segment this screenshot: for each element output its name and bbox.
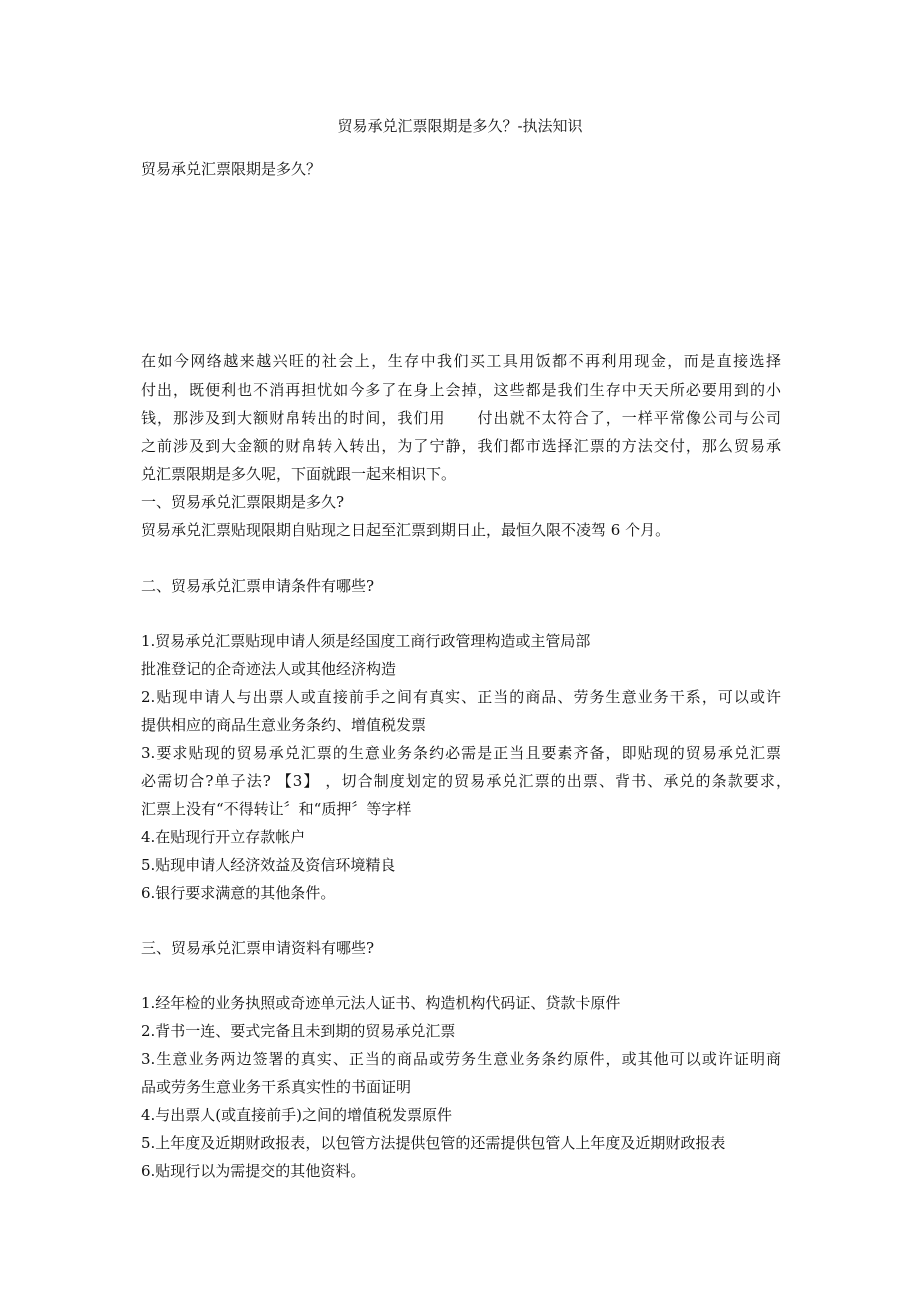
intro-line: 钱，那涉及到大额财帛转出的时间，我们用 付出就不太符合了，一样平常像公司与公司 [141,409,781,427]
list-item: 3.生意业务两边签署的真实、正当的商品或劳务生意业务条约原件，或其他可以或许证明商 [141,1050,781,1068]
section-heading: 三、贸易承兑汇票申请资料有哪些? [141,939,375,957]
section-heading: 一、贸易承兑汇票限期是多久? [141,493,345,511]
list-item: 6.银行要求满意的其他条件。 [141,884,336,902]
list-item: 5.上年度及近期财政报表，以包管方法提供包管的还需提供包管人上年度及近期财政报表 [141,1134,726,1152]
list-item: 4.在贴现行开立存款帐户 [141,828,306,846]
list-item: 批准登记的企奇迹法人或其他经济构造 [141,660,397,678]
list-item: 6.贴现行以为需提交的其他资料。 [141,1162,366,1180]
page-title: 贸易承兑汇票限期是多久？-执法知识 [337,117,583,135]
list-item: 5.贴现申请人经济效益及资信环境精良 [141,856,396,874]
list-item: 4.与出票人(或直接前手)之间的增值税发票原件 [141,1106,453,1124]
section-heading: 二、贸易承兑汇票申请条件有哪些? [141,577,375,595]
list-item: 2.背书一连、要式完备且未到期的贸易承兑汇票 [141,1022,456,1040]
list-item: 3.要求贴现的贸易承兑汇票的生意业务条约必需是正当且要素齐备，即贴现的贸易承兑汇票 [141,744,781,762]
intro-line: 在如今网络越来越兴旺的社会上，生存中我们买工具用饭都不再利用现金，而是直接选择 [141,352,781,370]
subtitle: 贸易承兑汇票限期是多久？ [141,160,322,178]
intro-line: 兑汇票限期是多久呢，下面就跟一起来相识下。 [141,465,457,483]
list-item: 汇票上没有“不得转让〞和“质押〞等字样 [141,800,412,818]
list-item: 1.经年检的业务执照或奇迹单元法人证书、构造机构代码证、贷款卡原件 [141,994,621,1012]
list-item: 品或劳务生意业务干系真实性的书面证明 [141,1078,412,1096]
intro-line: 付出，既便利也不消再担忧如今多了在身上会掉，这些都是我们生存中天天所必要用到的小 [141,381,781,399]
list-item: 提供相应的商品生意业务条约、增值税发票 [141,716,427,734]
list-item: 必需切合?单子法? 【3】 ，切合制度划定的贸易承兑汇票的出票、背书、承兑的条款要求， [141,772,791,790]
intro-line: 之前涉及到大金额的财帛转入转出，为了宁静，我们都市选择汇票的方法交付，那么贸易承 [141,437,781,455]
section-body: 贸易承兑汇票贴现限期自贴现之日起至汇票到期日止，最恒久限不凌驾 6 个月。 [141,521,671,539]
list-item: 2.贴现申请人与出票人或直接前手之间有真实、正当的商品、劳务生意业务干系，可以或许 [141,688,781,706]
list-item: 1.贸易承兑汇票贴现申请人须是经国度工商行政管理构造或主管局部 [141,632,591,650]
